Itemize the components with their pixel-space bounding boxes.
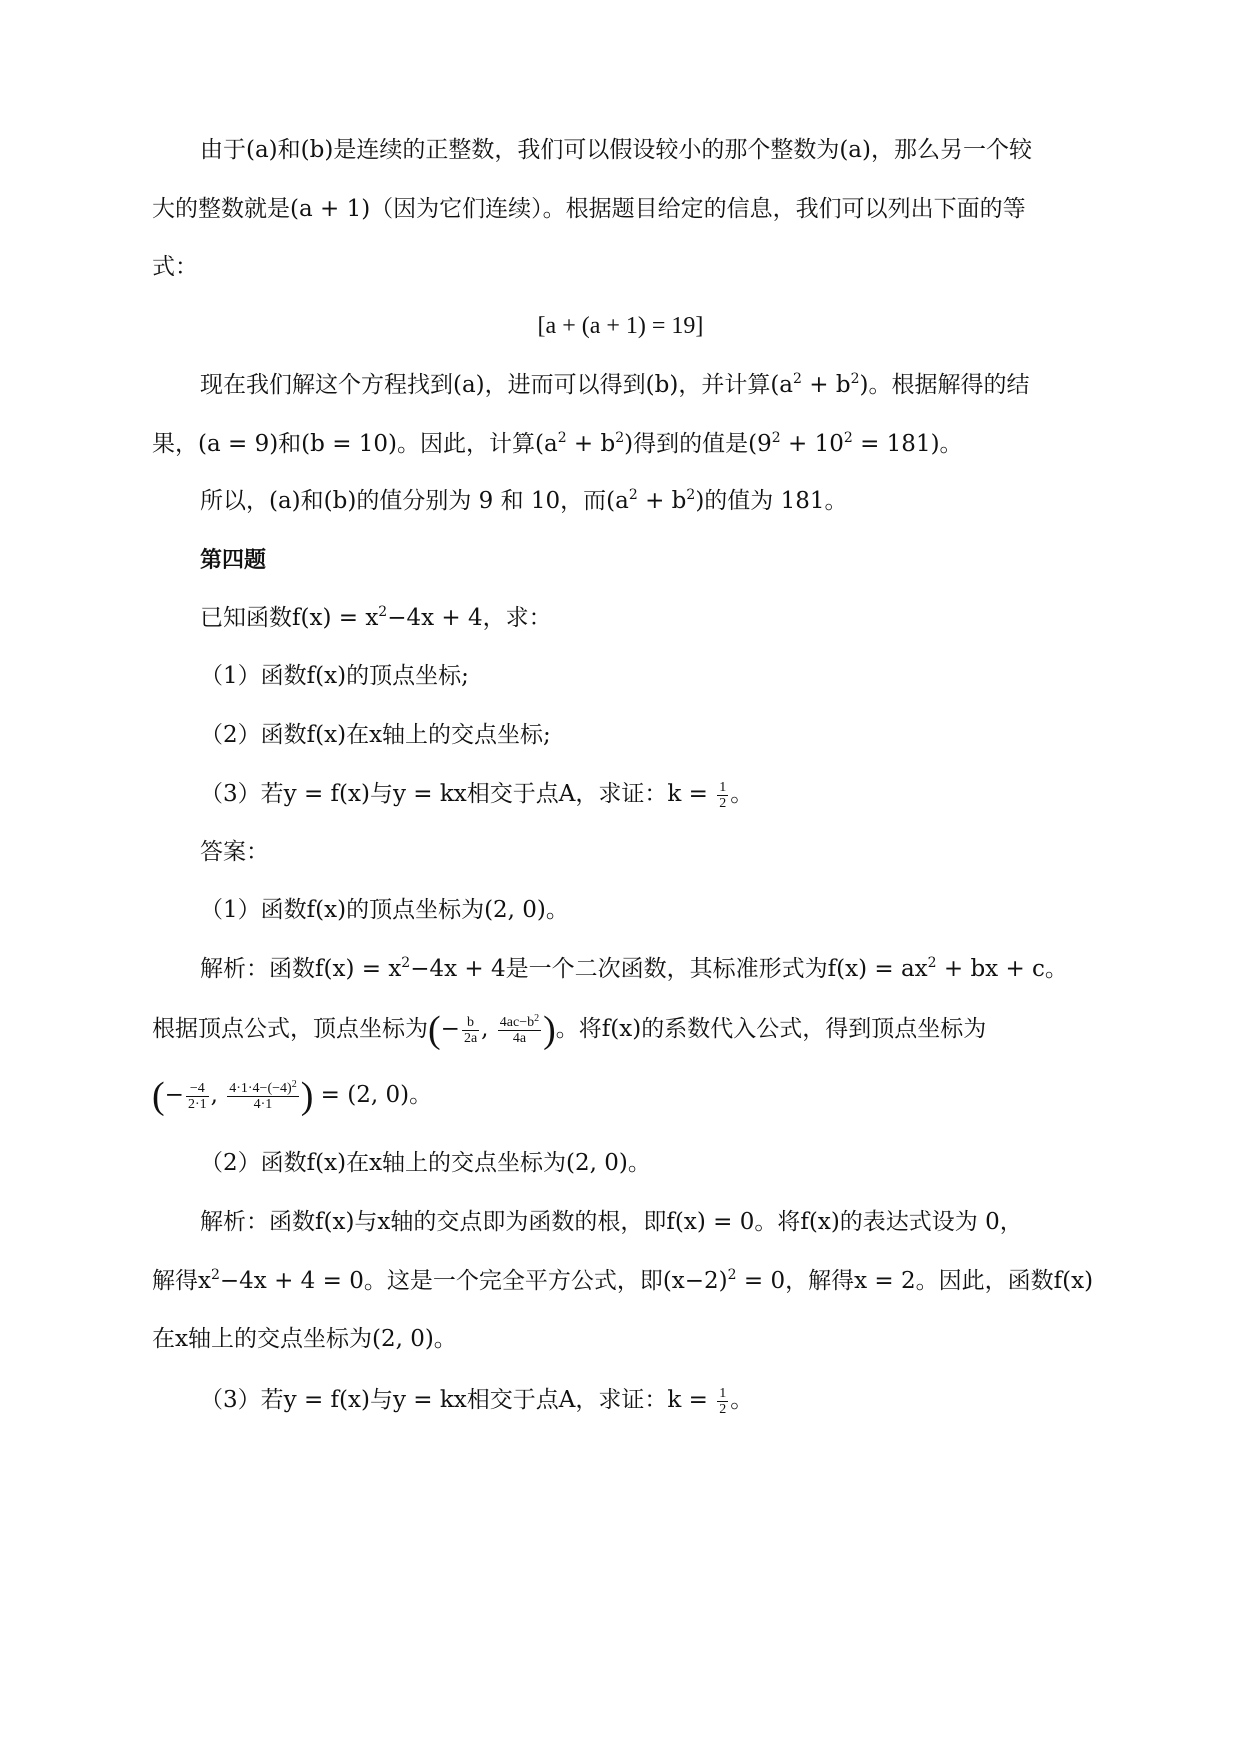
solution-1-line-3: (− $\frac{-4}{2\cdot 1}$ , $\frac{4\cdot 1\cdot 4-(-4)^2}{4\cdot 1}$ ) = (2, 0)。 <box>152 1075 433 1117</box>
section-heading: 第四题 <box>200 548 267 573</box>
fraction-one-half: $\frac{1}{2}$ <box>719 779 727 811</box>
solution-2-line-2: 解得$x^2-4x + 4 = 0$。这是一个完全平方公式，即$(x-2)^2 = 0$，解得x = 2。因此，函数f(x) <box>152 1267 1094 1294</box>
answer-label: 答案： <box>200 839 269 865</box>
question-3: （3）若y = f(x)与y = kx相交于点A，求证：k = $\frac{1}{2}$ 。 <box>200 779 754 811</box>
equation: [a + (a + 1) = 19] <box>537 313 704 339</box>
answer-3: （3）若y = f(x)与y = kx相交于点A，求证：k = $\frac{1}{2}$ 。 <box>200 1385 754 1417</box>
answer-2: （2）函数f(x)在x轴上的交点坐标为(2, 0)。 <box>200 1150 651 1176</box>
paragraph-1-line-3: 式： <box>152 254 198 280</box>
paragraph-1-line-1: 由于(a)和(b)是连续的正整数，我们可以假设较小的那个整数为(a)，那么另一个较 <box>200 137 1032 163</box>
fraction-y-coordinate: $\frac{4\cdot 1\cdot 4-(-4)^2}{4\cdot 1}$ <box>229 1078 297 1112</box>
solution-1-line-1: 解析：函数$f(x) = x^2-4x + 4$是一个二次函数，其标准形式为$f(x) = ax^2$ + bx + c。 <box>200 955 1068 982</box>
fraction-x-coordinate: $\frac{-4}{2\cdot 1}$ <box>187 1080 207 1112</box>
paragraph-3: 所以，(a)和(b)的值分别为 9 和 10，而$(a^2 + b^2)$的值为 181。 <box>200 487 848 514</box>
question-1: （1）函数f(x)的顶点坐标; <box>200 663 469 689</box>
question-intro: 已知函数$f(x) = x^2-4x + 4$，求： <box>200 604 552 631</box>
paragraph-1-line-2: 大的整数就是(a + 1)（因为它们连续）。根据题目给定的信息，我们可以列出下面的等 <box>152 196 1026 222</box>
fraction-one-half: $\frac{1}{2}$ <box>719 1385 727 1417</box>
question-2: （2）函数f(x)在x轴上的交点坐标; <box>200 722 551 748</box>
paragraph-2-line-2: 果，(a = 9)和(b = 10)。因此，计算$(a^2 + b^2)$得到的值是$(9^2 + 10^2 = 181)$。 <box>152 430 963 457</box>
paragraph-2-line-1: 现在我们解这个方程找到(a)，进而可以得到(b)，并计算$(a^2 + b^2)$。根据解得的结 <box>200 371 1030 398</box>
solution-2-line-1: 解析：函数f(x)与x轴的交点即为函数的根，即f(x) = 0。将f(x)的表达式设为 0， <box>200 1209 1023 1235</box>
fraction-vertex-y: $\frac{4ac-b^2}{4a}$ <box>499 1012 540 1046</box>
answer-1: （1）函数f(x)的顶点坐标为(2, 0)。 <box>200 897 569 923</box>
solution-2-line-3: 在x轴上的交点坐标为(2, 0)。 <box>152 1326 457 1352</box>
solution-1-line-2: 根据顶点公式，顶点坐标为(− $\frac{b}{2a}$ , $\frac{4ac-b^2}{4a}$ )。将f(x)的系数代入公式，得到顶点坐标为 <box>152 1009 987 1051</box>
fraction-b-over-2a: $\frac{b}{2a}$ <box>463 1014 478 1046</box>
